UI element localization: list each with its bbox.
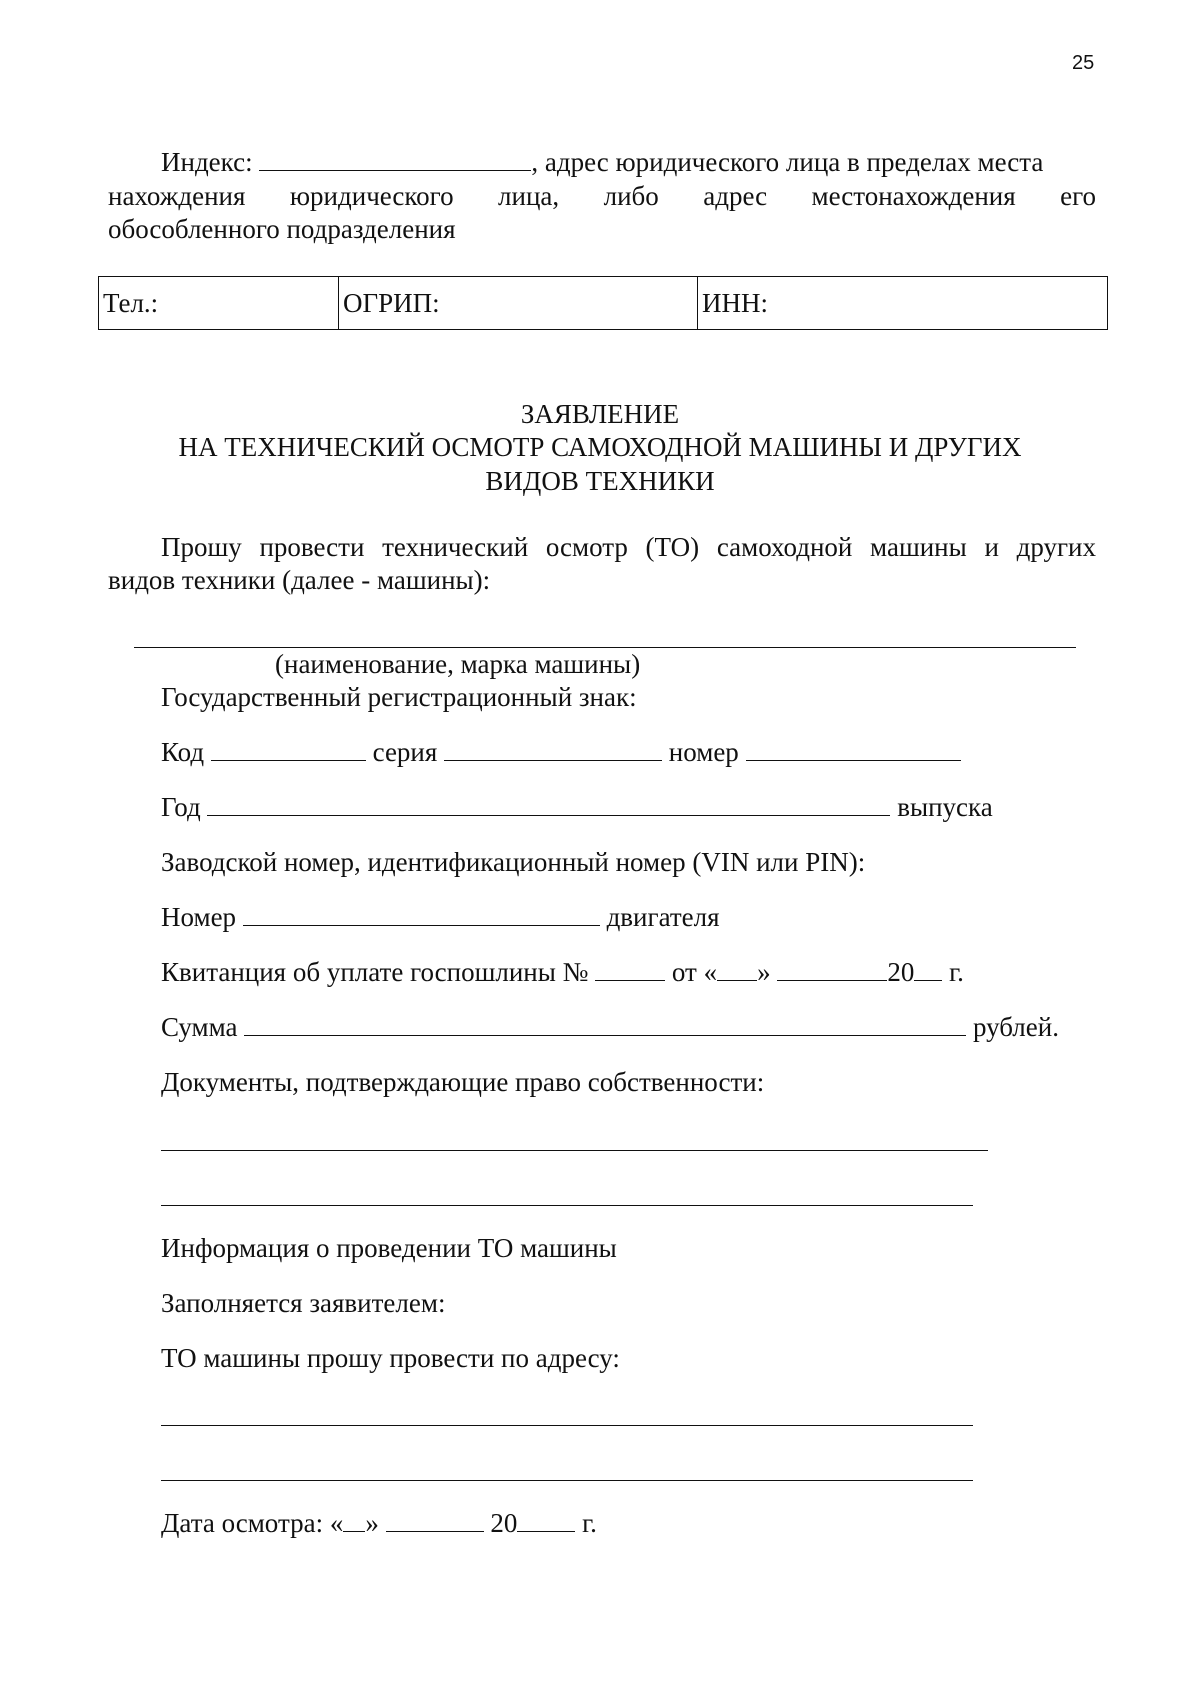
request-text-2: видов техники (далее - машины): — [108, 565, 491, 595]
inspection-close-quote: » — [365, 1508, 379, 1538]
sum-field[interactable] — [244, 1011, 966, 1036]
inspection-month-field[interactable] — [386, 1507, 484, 1532]
contact-table — [98, 276, 1108, 330]
index-line — [161, 146, 1043, 179]
sum-label: Сумма — [161, 1012, 238, 1042]
code-label: Код — [161, 737, 205, 767]
receipt-from-label: от « — [671, 957, 718, 987]
receipt-year-suffix: г. — [949, 957, 964, 987]
inspection-date-label: Дата осмотра: « — [161, 1508, 344, 1538]
address-text-3: обособленного подразделения — [108, 214, 456, 244]
year-issue-label: выпуска — [897, 792, 993, 822]
receipt-year-field[interactable] — [914, 956, 942, 981]
code-row — [161, 736, 961, 769]
number-label: номер — [668, 737, 739, 767]
title-line-3: ВИДОВ ТЕХНИКИ — [485, 466, 715, 496]
ogrip-label: ОГРИП: — [343, 287, 440, 318]
receipt-label: Квитанция об уплате госпошлины № — [161, 957, 589, 987]
inspection-year-suffix: г. — [582, 1508, 597, 1538]
inspection-date-row — [161, 1507, 597, 1540]
ownership-docs-field-2[interactable] — [161, 1205, 973, 1206]
to-address-label: ТО машины прошу провести по адресу: — [161, 1343, 620, 1373]
sum-currency: рублей. — [972, 1012, 1059, 1042]
request-text-1: Прошу провести технический осмотр (ТО) самоходной машины и других — [161, 532, 1096, 562]
receipt-row — [161, 956, 964, 989]
inspection-day-field[interactable] — [343, 1507, 365, 1532]
phone-label: Тел.: — [103, 287, 159, 318]
filled-by-label: Заполняется заявителем: — [161, 1288, 446, 1318]
title-line-2: НА ТЕХНИЧЕСКИЙ ОСМОТР САМОХОДНОЙ МАШИНЫ И ДРУГИХ — [178, 432, 1022, 462]
engine-number-field[interactable] — [243, 901, 600, 926]
ownership-docs-field-1[interactable] — [161, 1150, 988, 1151]
year-label: Год — [161, 792, 201, 822]
engine-number-label: Номер — [161, 902, 237, 932]
page-number: 25 — [1072, 52, 1095, 74]
receipt-number-field[interactable] — [595, 956, 665, 981]
number-field[interactable] — [746, 736, 961, 761]
inspection-year-field[interactable] — [517, 1507, 575, 1532]
receipt-month-field[interactable] — [777, 956, 887, 981]
to-address-field-2[interactable] — [161, 1480, 973, 1481]
phone-cell[interactable] — [99, 277, 339, 330]
year-row — [161, 791, 993, 824]
title-line-1: ЗАЯВЛЕНИЕ — [520, 399, 680, 429]
address-text-2: нахождения юридического лица, либо адрес местонахождения его — [108, 181, 1096, 211]
inn-label: ИНН: — [702, 287, 768, 318]
sum-row — [161, 1011, 1059, 1044]
series-label: серия — [372, 737, 438, 767]
address-text-1: , адрес юридического лица в пределах места — [531, 147, 1044, 177]
to-info-label: Информация о проведении ТО машины — [161, 1233, 617, 1263]
engine-label: двигателя — [606, 902, 720, 932]
series-field[interactable] — [444, 736, 662, 761]
code-field[interactable] — [211, 736, 366, 761]
factory-number-label: Заводской номер, идентификационный номер (VIN или PIN): — [161, 847, 866, 877]
machine-name-caption: (наименование, марка машины) — [275, 649, 641, 679]
inspection-year-prefix: 20 — [490, 1508, 518, 1538]
receipt-close-quote: » — [757, 957, 771, 987]
to-address-field-1[interactable] — [161, 1425, 973, 1426]
receipt-year-prefix: 20 — [887, 957, 915, 987]
inn-cell[interactable] — [698, 277, 1108, 330]
index-field[interactable] — [259, 146, 531, 171]
ownership-docs-label: Документы, подтверждающие право собственности: — [161, 1067, 765, 1097]
engine-row — [161, 901, 720, 934]
index-label: Индекс: — [161, 147, 253, 177]
reg-sign-label: Государственный регистрационный знак: — [161, 682, 637, 712]
year-field[interactable] — [207, 791, 890, 816]
receipt-day-field[interactable] — [717, 956, 757, 981]
ogrip-cell[interactable] — [339, 277, 698, 330]
